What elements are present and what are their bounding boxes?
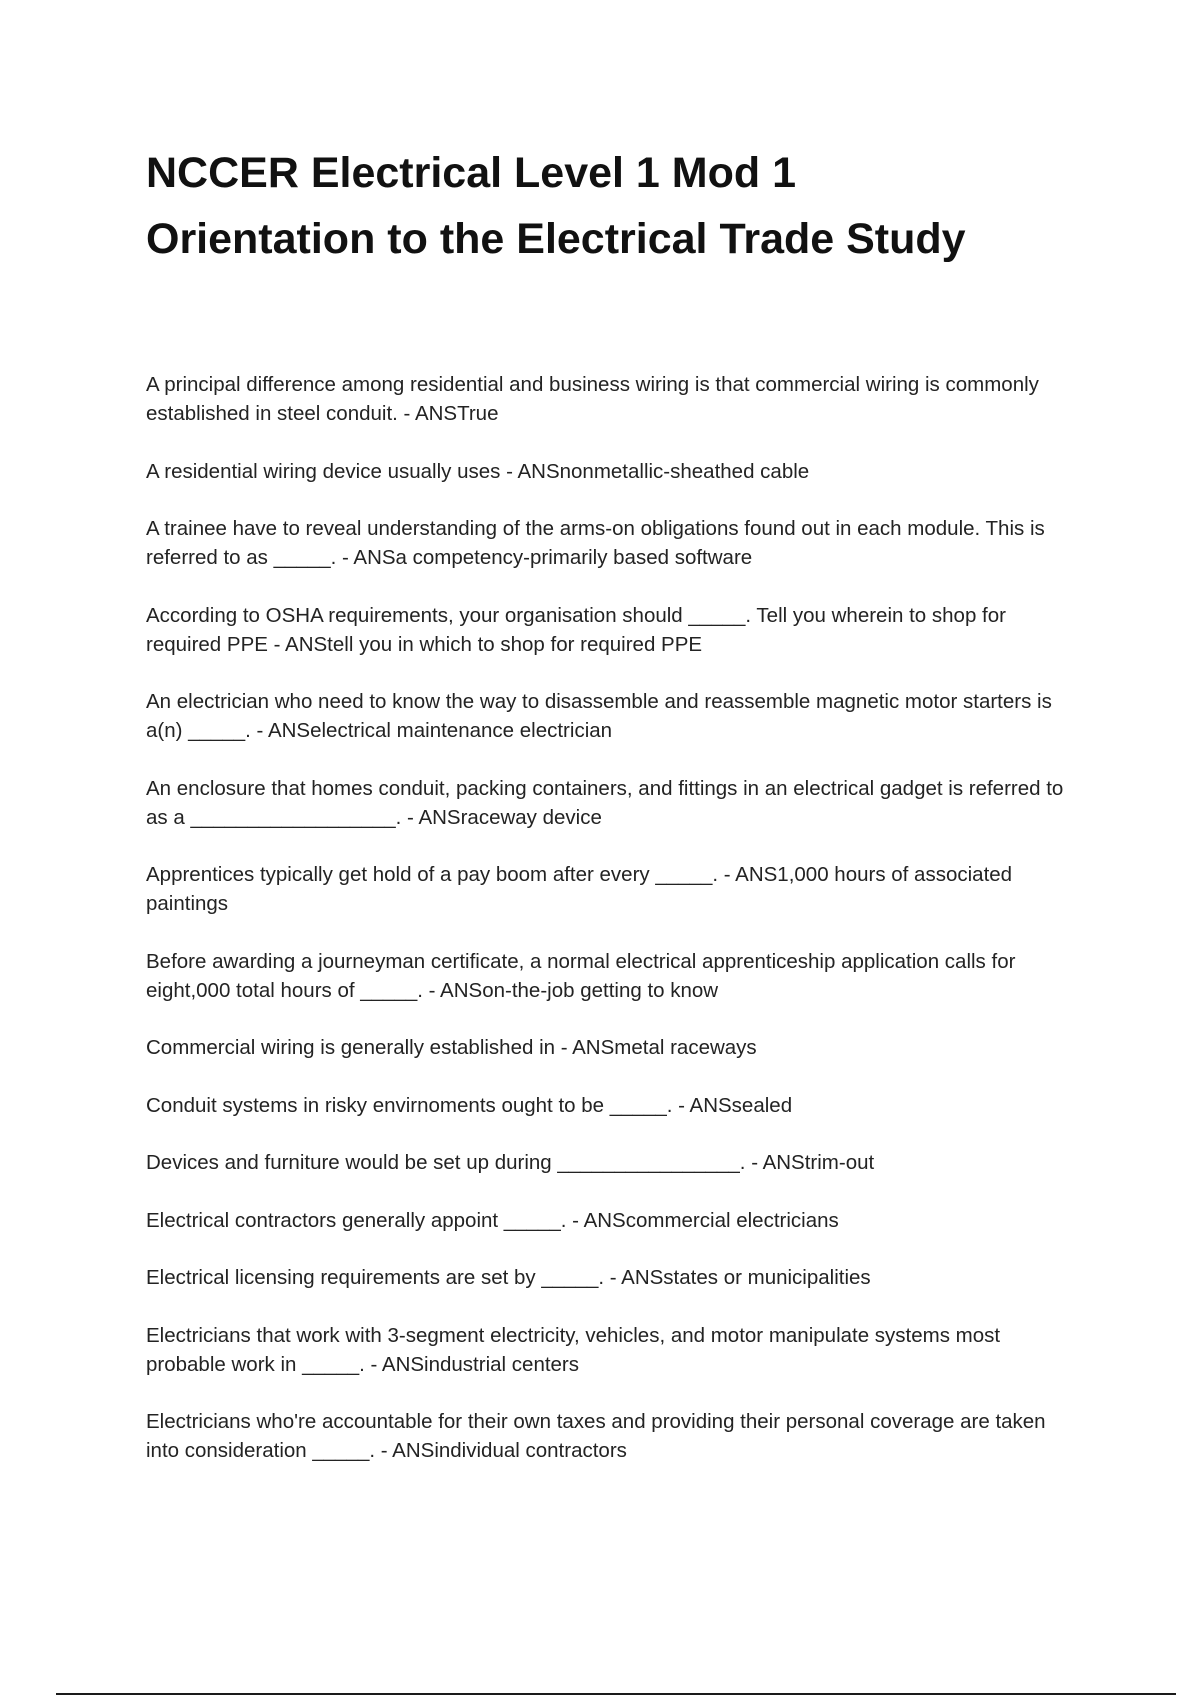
question-item: An electrician who need to know the way to disassemble and reassemble magnetic motor starters is a(n) _____. - ANSelectrical maintenance electrician — [146, 690, 1052, 742]
question-item: Before awarding a journeyman certificate, a normal electrical apprenticeship application calls for eight,000 total hours of _____. - ANSon-the-job getting to know — [146, 949, 1016, 1002]
question-item: Apprentices typically get hold of a pay boom after every _____. - ANS1,000 hours of associated paintings — [146, 863, 1013, 915]
title-line-2: Orientation to the Electrical Trade Study — [146, 215, 966, 263]
question-item: According to OSHA requirements, your organisation should _____. Tell you wherein to shop for required PPE - ANStell you in which to shop for required PPE — [146, 603, 1006, 656]
question-item: A trainee have to reveal understanding of the arms-on obligations found out in each module. This is referred to as _____. - ANSa competency-primarily based software — [146, 517, 1045, 569]
question-item: Electrical licensing requirements are set by _____. - ANSstates or municipalities — [146, 1266, 871, 1289]
question-item: Electricians who're accountable for their own taxes and providing their personal coverage are taken into consideration _____. - ANSindividual contractors — [146, 1410, 1046, 1462]
page-title — [146, 140, 1106, 272]
question-item: Commercial wiring is generally established in - ANSmetal raceways — [146, 1036, 757, 1059]
question-item: A residential wiring device usually uses - ANSnonmetallic-sheathed cable — [146, 459, 810, 483]
question-item: A principal difference among residential and business wiring is that commercial wiring is commonly established in steel conduit. - ANSTrue — [146, 373, 1039, 425]
title-line-1: NCCER Electrical Level 1 Mod 1 — [146, 149, 796, 197]
question-item: Devices and furniture would be set up during ________________. - ANStrim-out — [146, 1151, 875, 1174]
question-item: An enclosure that homes conduit, packing containers, and fittings in an electrical gadget is referred to as a __________________. - ANSraceway device — [146, 776, 1064, 829]
question-list — [146, 370, 1076, 1494]
question-item: Conduit systems in risky envirnoments ought to be _____. - ANSsealed — [146, 1093, 793, 1117]
question-item: Electricians that work with 3-segment electricity, vehicles, and motor manipulate systems most probable work in _____. - ANSindustrial centers — [146, 1323, 1001, 1376]
page-bottom-divider — [56, 1693, 1176, 1695]
question-item: Electrical contractors generally appoint _____. - ANScommercial electricians — [146, 1208, 839, 1232]
